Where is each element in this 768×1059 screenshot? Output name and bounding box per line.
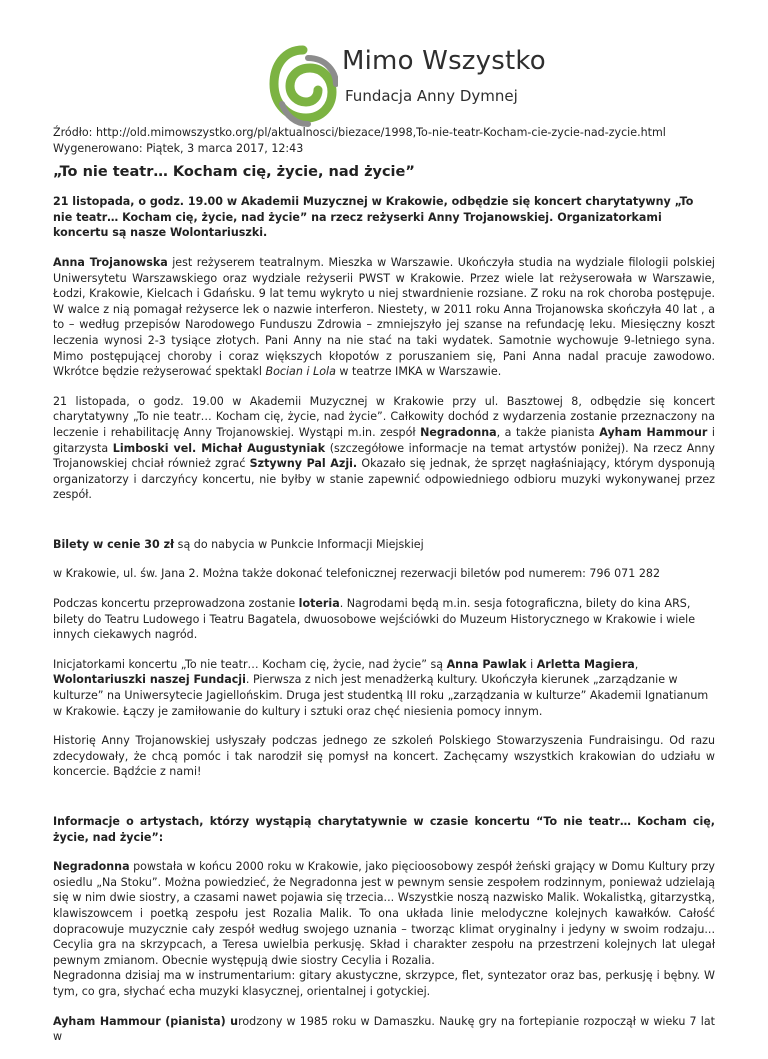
text: powstała w końcu 2000 roku w Krakowie, jako pięcioosobowy zespół żeński grający w Domu Kultury przy osiedlu „Na Stoku”. Można powiedzieć, że Negradonna jest w pewnym sensie zespołem rodzinnym, ponieważ udzielają się w nim dwie siostry, a czasami nawet pojawia się trzecia... Wszystkie noszą nazwisko Malik. Wokalistką, gitarzystką, klawiszowcem i poetką zespołu jest Rozalia Malik. To ona układa linie melodyczne kolejnych kawałków. Całość dopracowuje muzycznie cały zespół według swojego uznania – tworząc klimat oryginalny i jedyny w swoim rodzaju... Cecylia gra na skrzypcach, a Teresa uwielbia perkusję. Skład i charakter zespołu na przestrzeni kolejnych lat ulegał pewnym zmianom. Obecnie występują dwie siostry Cecylia i Rozalia. — [53, 860, 715, 967]
tickets-address: w Krakowie, ul. św. Jana 2. Można także dokonać telefonicznej rezerwacji biletów pod numerem: 796 071 282 — [53, 567, 660, 581]
name-bold: Arletta Magiera — [536, 657, 635, 671]
lottery-bold: loteria — [298, 597, 340, 611]
name-bold: Anna Trojanowska — [53, 255, 168, 269]
name-bold: Wolontariuszki naszej Fundacji — [53, 673, 246, 687]
text: jest reżyserem teatralnym. Mieszka w Warszawie. Ukończyła studia na wydziale filologii polskiej Uniwersytetu Warszawskiego oraz wydziale reżyserii PWST w Krakowie. Przez wiele lat reżyserowała w Warszawie, Łodzi, Krakowie, Kielcach i Gdańsku. 9 lat temu wykryto u niej stwardnienie rozsiane. Z roku na rok choroba postępuje. W walce z nią pomagał reżyserce lek o nazwie interferon. Niestety, w 2011 roku Anna Trojanowska skończyła 40 lat , a to – według przepisów Narodowego Funduszu Zdrowia – zmniejszyło jej szanse na refundację leku. Miesięczny koszt leczenia wynosi 2-3 tysiące złotych. Pani Anny na nie stać na taki wydatek. Samotnie wychowuje 9-letniego syna. Mimo postępującej choroby i coraz większych kłopotów z poruszaniem się, Pani Anna nadal pracuje zawodowo. Wkrótce będzie reżyserować spektakl — [53, 255, 715, 379]
name-bold: Anna Pawlak — [446, 657, 527, 671]
story-paragraph: Historię Anny Trojanowskiej usłyszały podczas jednego ze szkoleń Polskiego Stowarzyszenia Fundraisingu. Od razu zdecydowały, że chcą pomóc i tak narodził się pomysł na koncert. Zachęcamy wszystkich krakowian do udziału w koncercie. Bądźcie z nami! — [53, 734, 715, 779]
logo-title: Mimo Wszystko — [342, 46, 546, 76]
lead-text: 21 listopada, o godz. 19.00 w Akademii Muzycznej w Krakowie, odbędzie się koncert charytatywny „To nie teatr… Kocham cię, życie, nad życie” na rzecz reżyserki Anny Trojanowskiej. Organizatorkami koncertu są nasze Wolontariuszki. — [53, 195, 694, 240]
text: 21 listopada, o godz. 19.00 w Akademii Muzycznej w Krakowie przy ul. Basztowej 8, odbędzie się koncert charytatywny „To nie teatr… Kocham cię, życie, nad życie”. Całkowity dochód z wydarzenia zostanie przeznaczony na leczenie i rehabilitację Anny Trojanowskiej. Wystąpi m.in. zespół — [53, 394, 715, 439]
foundation-logo — [268, 44, 546, 130]
name-bold: Ayham Hammour — [599, 425, 708, 439]
price-bold: Bilety w cenie 30 zł — [53, 537, 175, 551]
text: , a także pianista — [496, 425, 600, 439]
text: Negradonna dzisiaj ma w instrumentarium: gitary akustyczne, skrzypce, flet, syntezator oraz bas, perkusję i bębny. W tym, co gra, słychać echa muzyki klasycznej, orientalnej i gotyckiej. — [53, 969, 715, 998]
spiral-logo-icon — [268, 44, 338, 130]
text: Inicjatorkami koncertu „To nie teatr… Kocham cię, życie, nad życie” są — [53, 657, 447, 671]
text: . Pierwsza z nich jest menadżerką kultury. Ukończyła kierunek „zarządzanie w kulturze” na Uniwersytecie Jagiellońskim. Druga jest studentką III roku „zarządzania w kulturze” Akademii Ignatianum w Krakowie. Łączy je zamiłowanie do kultury i sztuki oraz chęć niesienia pomocy innym. — [53, 673, 709, 718]
negradonna-paragraph — [53, 859, 715, 999]
article — [53, 125, 715, 1059]
title-italic: Bocian i Lola — [265, 365, 336, 379]
text: Podczas koncertu przeprowadzona zostanie — [53, 597, 299, 611]
name-bold: Negradonna — [420, 425, 497, 439]
name-bold: Sztywny Pal Azji. — [249, 457, 358, 471]
lottery-paragraph — [53, 596, 715, 643]
article-title: „To nie teatr… Kocham cię, życie, nad życie” — [53, 164, 415, 181]
artists-heading — [53, 814, 715, 845]
organizers-paragraph — [53, 657, 715, 719]
name-bold: Limboski vel. Michał Augustyniak — [112, 441, 326, 455]
paragraph-1 — [53, 255, 715, 380]
text: w teatrze IMKA w Warszawie. — [335, 365, 502, 379]
name-bold: Negradonna — [53, 860, 130, 874]
tickets-paragraph — [53, 537, 715, 553]
text: (szczegółowe informacje na temat artystów poniżej). Na rzecz Anny Trojanowskiej chciał również zgrać — [53, 441, 715, 471]
generated-line: Wygenerowano: Piątek, 3 marca 2017, 12:43 — [53, 141, 304, 155]
text: Okazało się jednak, że sprzęt nagłaśniający, którym dysponują organizatorzy i darczyńcy koncertu, nie byłby w stanie zapewnić odpowiedniego odbioru muzyki wykonywanej przez zespół. — [53, 457, 715, 502]
text: . Nagrodami będą m.in. sesja fotograficzna, bilety do kina ARS, bilety do Teatru Ludowego i Teatru Bagatela, dwuosobowe wejściówki do Muzeum Historycznego w Krakowie i wiele innych ciekawych nagród. — [53, 597, 696, 642]
lead-paragraph — [53, 194, 715, 241]
paragraph-2 — [53, 394, 715, 503]
text: , — [634, 657, 639, 671]
hammour-paragraph — [53, 1014, 715, 1045]
source-line: Źródło: http://old.mimowszystko.org/pl/aktualnosci/biezace/1998,To-nie-teatr-Kocham-cie-zycie-nad-zycie.html — [53, 126, 666, 139]
logo-subtitle: Fundacja Anny Dymnej — [345, 87, 518, 105]
text: są do nabycia w Punkcie Informacji Miejskiej — [174, 537, 424, 551]
text: i — [526, 657, 537, 671]
name-bold: Ayham Hammour (pianista) u — [53, 1014, 239, 1028]
text: i gitarzysta — [53, 425, 716, 455]
heading-text: Informacje o artystach, którzy wystąpią charytatywnie w czasie koncertu “To nie teatr… Kocham cię, życie, nad życie”: — [53, 815, 715, 844]
text: rodzony w 1985 roku w Damaszku. Naukę gry na fortepianie rozpoczął w wieku 7 lat w — [53, 1014, 715, 1044]
